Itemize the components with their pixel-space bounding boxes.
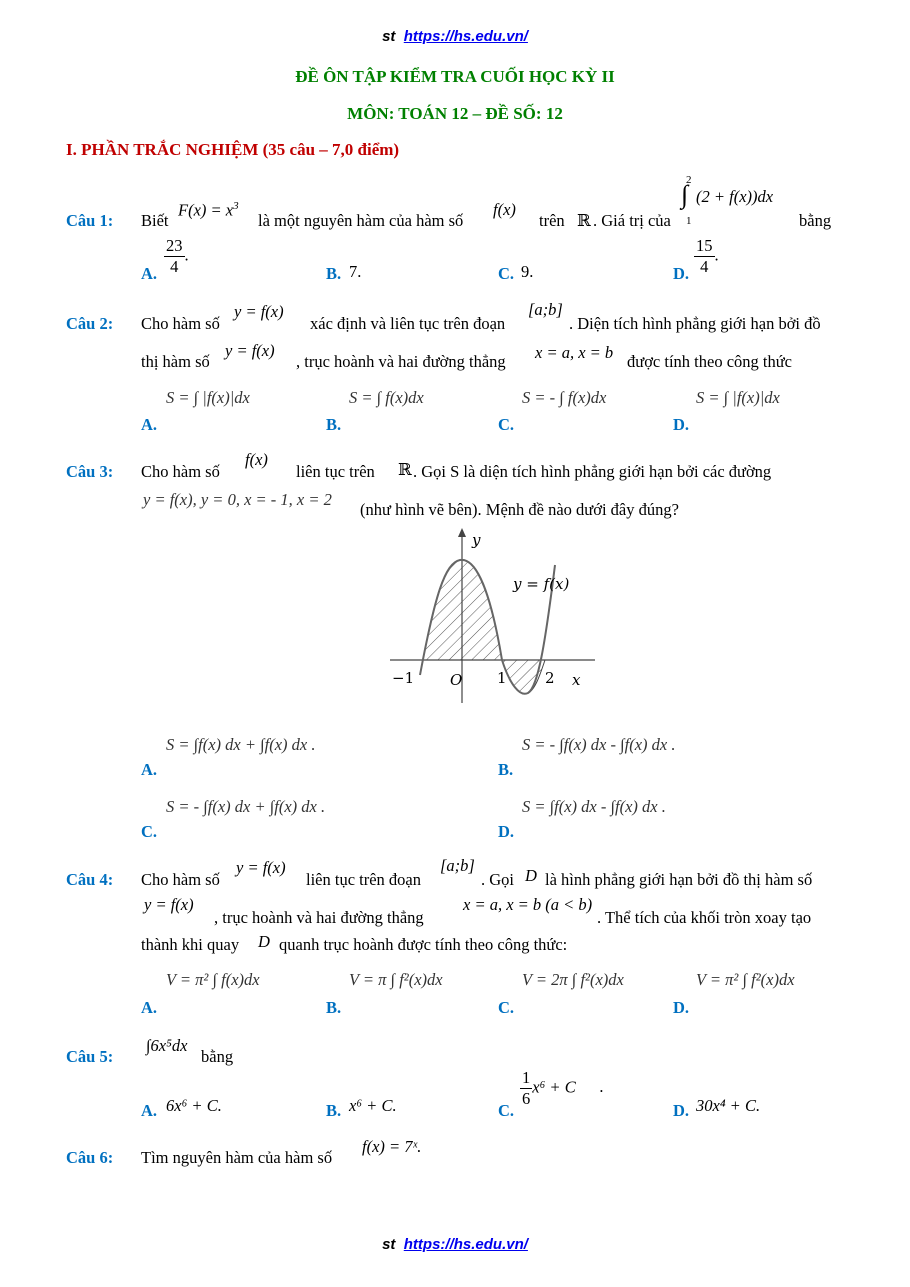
q2-optC[interactable]: S = - ∫ f(x)dx xyxy=(522,388,607,407)
q3-optB-letter[interactable]: B. xyxy=(498,760,514,779)
q2-optD[interactable]: S = ∫ |f(x)|dx xyxy=(696,388,780,407)
q5-label: Câu 5: xyxy=(66,1047,114,1066)
q3-curve-label: y = f(x) xyxy=(513,575,570,593)
q1-text-3: trên xyxy=(539,211,565,230)
q2-optB-letter[interactable]: B. xyxy=(326,415,342,434)
q1-text-biet: Biết xyxy=(141,211,169,230)
q1-optD[interactable]: $\frac{15}{4}$ . xyxy=(696,236,719,276)
q4-lines: x = a, x = b (a < b) xyxy=(463,895,593,914)
q3-optA-letter[interactable]: A. xyxy=(141,760,158,779)
exam-subtitle: MÔN: TOÁN 12 – ĐỀ SỐ: 12 xyxy=(347,104,563,123)
q3-label: Câu 3: xyxy=(66,462,114,481)
q3-lines: y = f(x), y = 0, x = - 1, x = 2 xyxy=(143,490,332,509)
q4-label: Câu 4: xyxy=(66,870,114,889)
q4-D: D xyxy=(525,866,537,885)
q3-optB[interactable]: S = - ∫f(x) dx - ∫f(x) dx . xyxy=(522,735,676,754)
q3-optC[interactable]: S = - ∫f(x) dx + ∫f(x) dx . xyxy=(166,797,326,816)
q4-text-3: . Gọi xyxy=(481,870,514,889)
q2-y2: y = f(x) xyxy=(225,341,275,360)
q1-upper: 2 xyxy=(686,174,692,186)
q1-f: f(x) xyxy=(493,200,516,219)
q1-text-2: là một nguyên hàm của hàm số xyxy=(258,211,464,230)
q2-text-1: Cho hàm số xyxy=(141,314,220,333)
q2-optA[interactable]: S = ∫ |f(x)|dx xyxy=(166,388,250,407)
q2-y: y = f(x) xyxy=(234,302,284,321)
q2-text-3: . Diện tích hình phẳng giới hạn bởi đồ xyxy=(569,314,821,333)
header-link[interactable]: https://hs.edu.vn/ xyxy=(403,28,528,45)
q1-optB[interactable]: 7. xyxy=(349,262,362,281)
q4-optD-letter[interactable]: D. xyxy=(673,998,690,1017)
q2-text-6: được tính theo công thức xyxy=(627,352,792,371)
q5-expr: ∫6x⁵dx xyxy=(146,1036,188,1055)
q1-integral-sign: ∫ xyxy=(681,180,689,209)
q1-text-5: bằng xyxy=(799,211,832,230)
page-footer xyxy=(0,1236,910,1253)
q4-ab: [a;b] xyxy=(440,856,475,875)
q2-text-2: xác định và liên tục trên đoạn xyxy=(310,314,506,333)
q3-y-label: y xyxy=(472,531,481,549)
q3-optD[interactable]: S = ∫f(x) dx - ∫f(x) dx . xyxy=(522,797,666,816)
q5-optB-letter[interactable]: B. xyxy=(326,1101,342,1120)
footer-link[interactable]: https://hs.edu.vn/ xyxy=(403,1236,528,1253)
q3-text-1: Cho hàm số xyxy=(141,462,220,481)
q4-optD[interactable]: V = π² ∫ f²(x)dx xyxy=(696,970,795,989)
q4-text-1: Cho hàm số xyxy=(141,870,220,889)
q4-y2: y = f(x) xyxy=(144,895,194,914)
q1-optC-letter[interactable]: C. xyxy=(498,264,515,283)
footer-prefix: st xyxy=(382,1236,396,1253)
q1-label: Câu 1: xyxy=(66,211,114,230)
q3-optC-letter[interactable]: C. xyxy=(141,822,158,841)
q2-lines: x = a, x = b xyxy=(535,343,614,362)
q3-optD-letter[interactable]: D. xyxy=(498,822,515,841)
exam-title: ĐỀ ÔN TẬP KIỂM TRA CUỐI HỌC KỲ II xyxy=(295,67,615,86)
header-prefix: st xyxy=(382,28,396,45)
q1-optA[interactable]: $\frac{23}{4}$ . xyxy=(166,236,189,276)
q3-f: f(x) xyxy=(245,450,268,469)
q3-text-2: liên tục trên xyxy=(296,462,375,481)
q6-label: Câu 6: xyxy=(66,1148,114,1167)
q4-optB-letter[interactable]: B. xyxy=(326,998,342,1017)
q1-optC[interactable]: 9. xyxy=(521,262,534,281)
q4-text-8: quanh trục hoành được tính theo công thức: xyxy=(279,935,568,954)
q2-optD-letter[interactable]: D. xyxy=(673,415,690,434)
q6-text-1: Tìm nguyên hàm của hàm số xyxy=(141,1148,333,1167)
q5-optC[interactable]: $\frac{1}{6}$ x⁶ + C . xyxy=(522,1068,604,1108)
q1-optD-letter[interactable]: D. xyxy=(673,264,690,283)
q4-text-6: . Thể tích của khối tròn xoay tạo xyxy=(597,908,812,927)
q3-x1-label: 1 xyxy=(497,669,507,687)
q5-text-1: bằng xyxy=(201,1047,234,1066)
q3-xm1-label: −1 xyxy=(392,669,415,687)
q4-optC-letter[interactable]: C. xyxy=(498,998,515,1017)
q1-optA-letter[interactable]: A. xyxy=(141,264,158,283)
q2-optC-letter[interactable]: C. xyxy=(498,415,515,434)
q2-ab: [a;b] xyxy=(528,300,563,319)
q2-label: Câu 2: xyxy=(66,314,114,333)
q2-text-4: thị hàm số xyxy=(141,352,210,371)
q5-optD-letter[interactable]: D. xyxy=(673,1101,690,1120)
q3-text-4: (như hình vẽ bên). Mệnh đề nào dưới đây đúng? xyxy=(360,500,679,519)
q3-origin-label: O xyxy=(450,671,463,689)
q4-D2: D xyxy=(258,932,270,951)
q3-R: ℝ xyxy=(398,460,412,479)
q5-optC-letter[interactable]: C. xyxy=(498,1101,515,1120)
q4-text-4: là hình phẳng giới hạn bởi đồ thị hàm số xyxy=(545,870,813,889)
q1-text-4: . Giá trị của xyxy=(593,211,671,230)
q4-text-2: liên tục trên đoạn xyxy=(306,870,422,889)
q5-optA[interactable]: 6x⁶ + C. xyxy=(166,1096,222,1115)
q6-f: f(x) = 7ˣ. xyxy=(362,1137,422,1156)
q3-x-label: x xyxy=(572,671,581,689)
q1-F: $F(x) = x^3$ xyxy=(178,200,239,220)
q3-graph xyxy=(380,525,600,705)
q2-optA-letter[interactable]: A. xyxy=(141,415,158,434)
q4-optC[interactable]: V = 2π ∫ f²(x)dx xyxy=(522,970,624,989)
page-header xyxy=(0,28,910,45)
q4-optA-letter[interactable]: A. xyxy=(141,998,158,1017)
q3-optA[interactable]: S = ∫f(x) dx + ∫f(x) dx . xyxy=(166,735,316,754)
q2-optB[interactable]: S = ∫ f(x)dx xyxy=(349,388,424,407)
section-title: I. PHẦN TRẮC NGHIỆM (35 câu – 7,0 điểm) xyxy=(66,140,400,159)
q3-x2-label: 2 xyxy=(545,669,555,687)
q5-optD[interactable]: 30x⁴ + C. xyxy=(696,1096,761,1115)
q1-lower: 1 xyxy=(686,215,692,227)
q4-optA[interactable]: V = π² ∫ f(x)dx xyxy=(166,970,260,989)
q4-text-5: , trục hoành và hai đường thẳng xyxy=(214,908,424,927)
q5-optA-letter[interactable]: A. xyxy=(141,1101,158,1120)
q1-integrand: (2 + f(x))dx xyxy=(696,187,774,206)
q5-optB[interactable]: x⁶ + C. xyxy=(349,1096,397,1115)
q1-R: ℝ xyxy=(577,211,591,230)
q4-y: y = f(x) xyxy=(236,858,286,877)
q4-text-7: thành khi quay xyxy=(141,935,240,954)
q2-text-5: , trục hoành và hai đường thẳng xyxy=(296,352,506,371)
q3-y-arrow xyxy=(458,528,466,537)
q3-text-3: . Gọi S là diện tích hình phẳng giới hạn bởi các đường xyxy=(413,462,772,481)
q1-optB-letter[interactable]: B. xyxy=(326,264,342,283)
q4-optB[interactable]: V = π ∫ f²(x)dx xyxy=(349,970,443,989)
